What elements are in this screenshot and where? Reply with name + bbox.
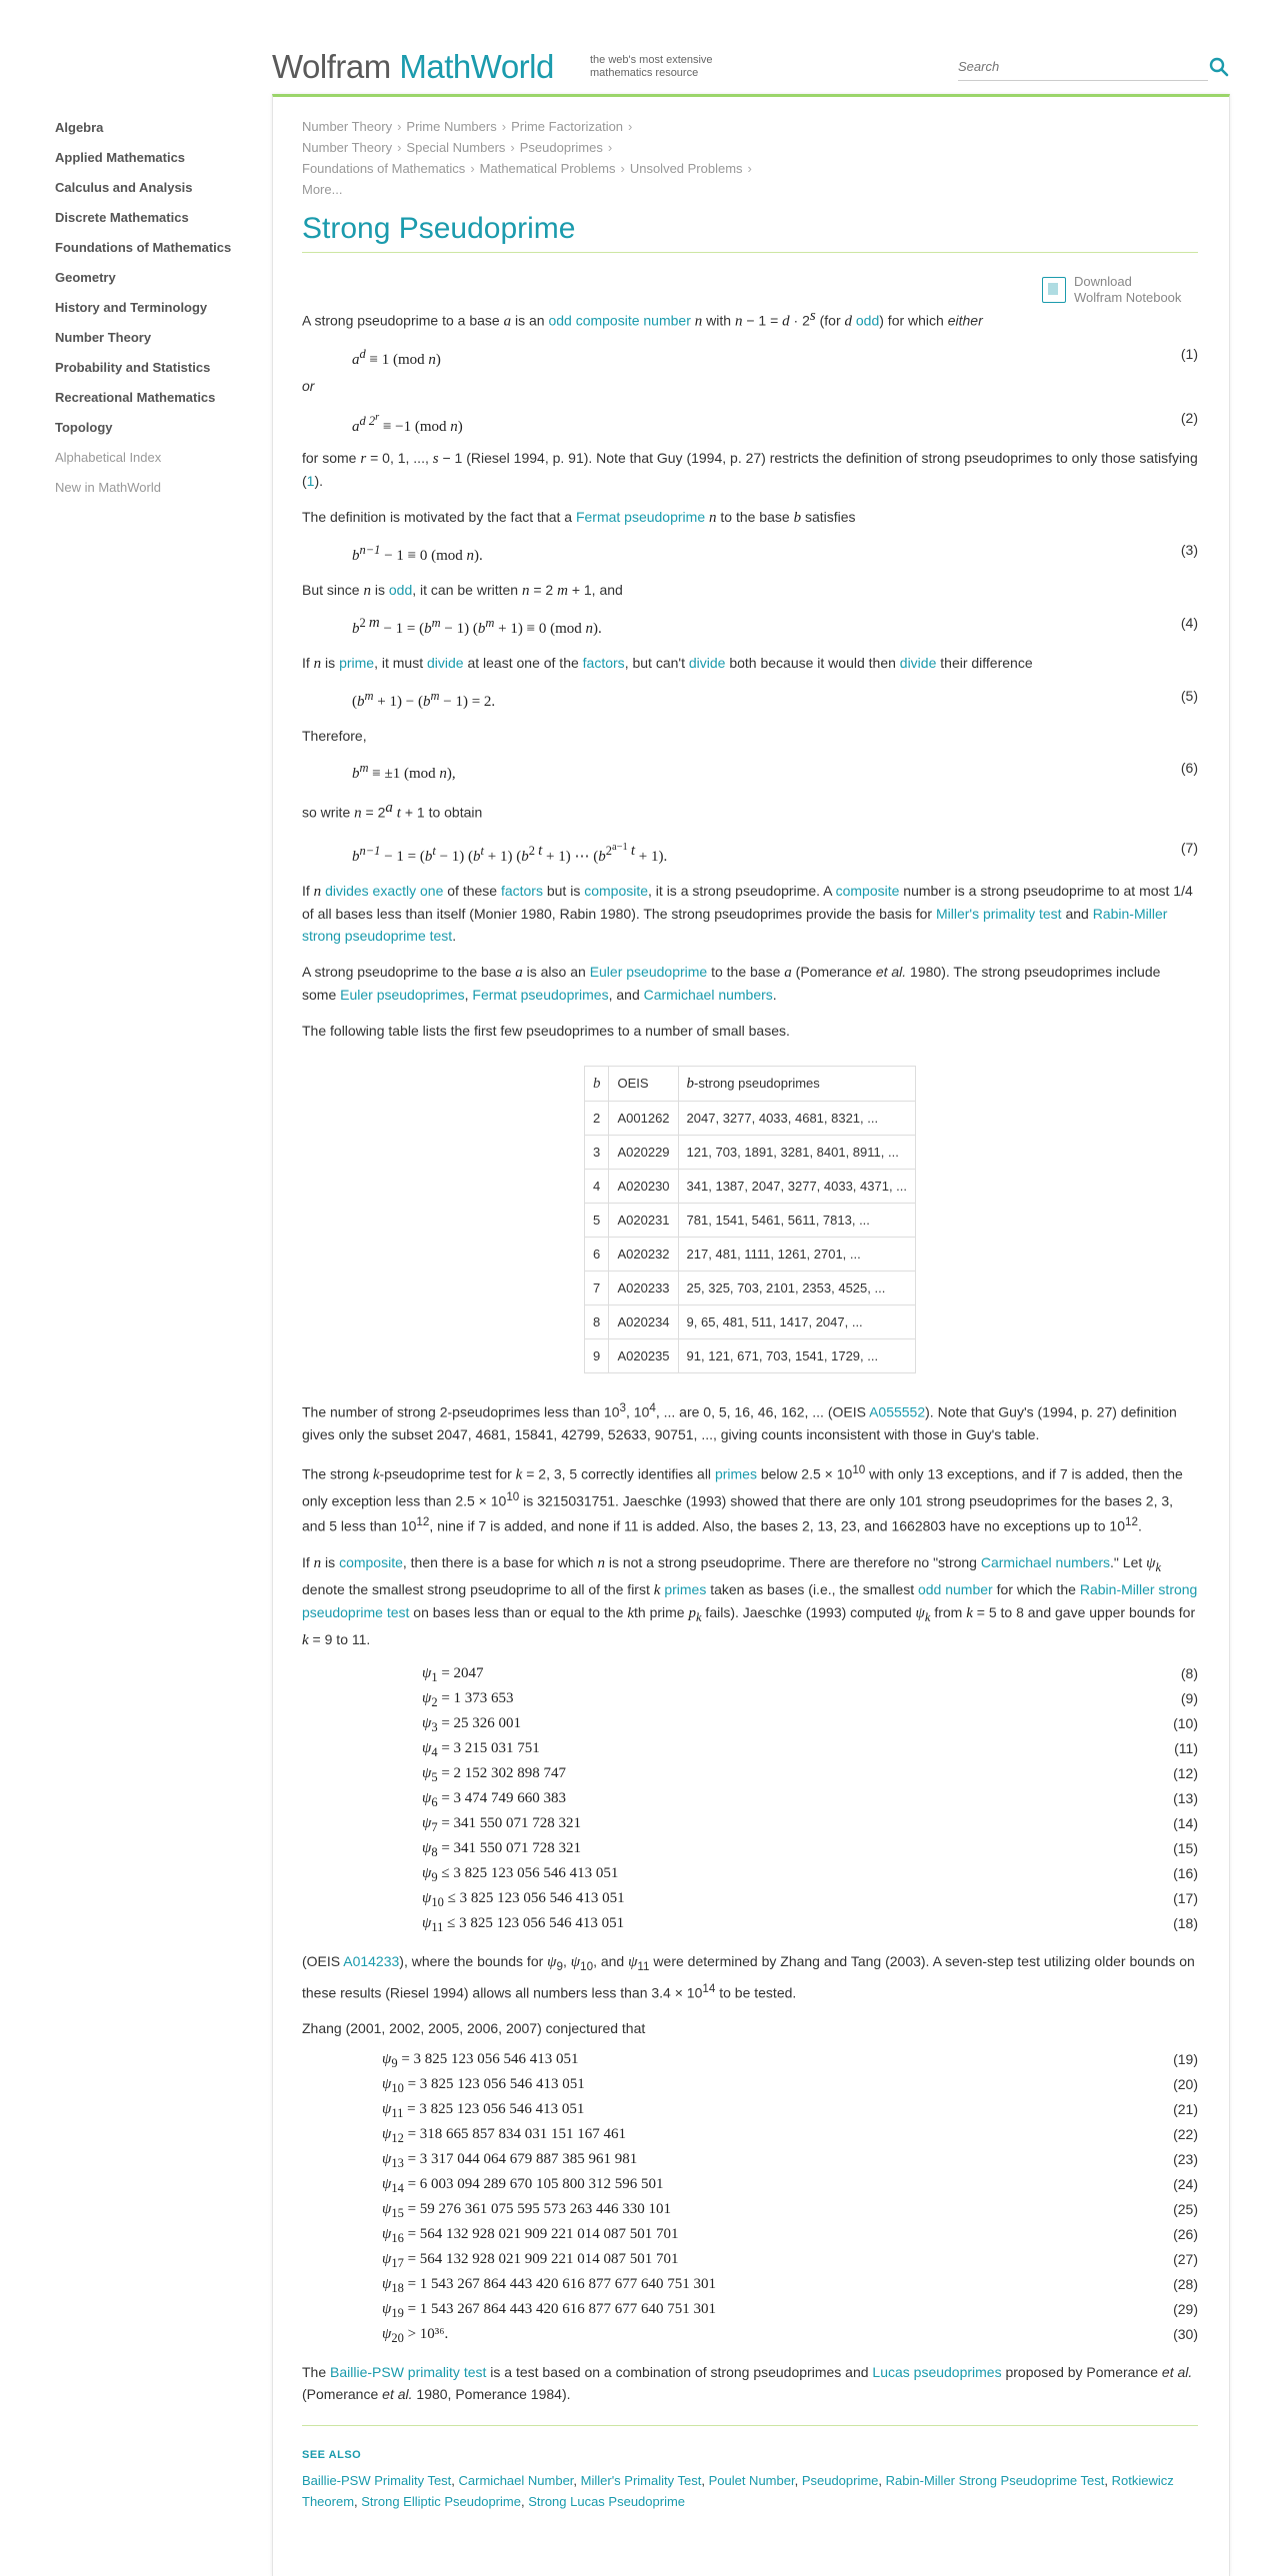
link-rabin-miller-test[interactable]: Rabin-Miller strong pseudoprime test [302,1580,1198,1620]
link-divide[interactable]: divide [688,654,726,671]
table-cell: 91, 121, 671, 703, 1541, 1729, ... [678,1339,915,1373]
table-cell: 341, 1387, 2047, 3277, 4033, 4371, ... [678,1170,915,1204]
logo-wolfram-text: Wolfram [272,48,400,85]
breadcrumb-more-link[interactable]: More... [302,182,343,197]
breadcrumb-link[interactable]: Number Theory [302,119,393,134]
table-cell: 2 [584,1102,609,1136]
wolfram-mathworld-logo[interactable] [272,48,554,86]
equation: $\psi_{13} = 3$ 317 044 064 679 887 385 961 981 (23) [382,2151,1198,2171]
link-a055552[interactable]: A055552 [869,1403,926,1420]
equation: $\psi_{15} = 59$ 276 361 075 595 573 263 446 330 101 (25) [382,2201,1198,2221]
link-a014233[interactable]: A014233 [343,1952,400,1969]
link-odd[interactable]: odd [388,581,413,598]
table-row [584,1339,915,1373]
link-primes[interactable]: primes [714,1465,757,1482]
oeis-link[interactable]: A020234 [609,1305,678,1339]
equation: $\psi_{14} = 6$ 003 094 289 670 105 800 312 596 501 (24) [382,2176,1198,2196]
paragraph: A strong pseudoprime to the base a is also an Euler pseudoprime to the base a (Pomerance et al. 1980). The strong pseudoprimes include some Euler pseudoprimes, Fermat pseudoprimes, and Carmichael numbers. [302,964,1161,1004]
nav-discrete-mathematics[interactable]: Discrete Mathematics [55,210,189,225]
oeis-link[interactable]: A020235 [609,1339,678,1373]
link-euler-pseudoprime[interactable]: Euler pseudoprime [589,964,708,981]
table-row [584,1305,915,1339]
equation: $\psi_7 = 341$ 550 071 728 321 (14) [422,1814,1198,1834]
oeis-link[interactable]: A020232 [609,1238,678,1272]
link-primes[interactable]: primes [664,1580,707,1597]
equation: $\psi_{17} = 564$ 132 928 021 909 221 014 087 501 701 (27) [382,2251,1198,2271]
table-cell: 217, 481, 1111, 1261, 2701, ... [678,1238,915,1272]
see-also-link[interactable]: Pseudoprime [801,2473,879,2489]
see-also-link[interactable]: Baillie-PSW Primality Test [302,2473,452,2489]
equation: $\psi_3 = 25$ 326 001 (10) [422,1714,1198,1734]
link-odd-number[interactable]: odd number [917,1580,993,1597]
nav-applied-mathematics[interactable]: Applied Mathematics [55,150,186,165]
link-baillie-psw-test[interactable]: Baillie-PSW primality test [330,2364,487,2381]
equation-number: (6) [1180,759,1198,776]
link-composite-number[interactable]: composite number [575,312,691,329]
oeis-link[interactable]: A020233 [609,1272,678,1305]
table-cell: 9 [584,1339,609,1373]
see-also-link[interactable]: Carmichael Number [458,2473,574,2489]
link-carmichael-numbers[interactable]: Carmichael numbers [643,987,773,1004]
breadcrumb-row: Number Theory › Prime Numbers › Prime Factorization › [302,119,633,134]
link-composite[interactable]: composite [835,883,900,900]
breadcrumb-link[interactable]: Prime Factorization [511,119,624,134]
equation-number: (3) [1180,541,1198,558]
table-cell: 121, 703, 1891, 3281, 8401, 8911, ... [678,1136,915,1170]
equation: $\psi_{10} = 3$ 825 123 056 546 413 051 (20) [382,2076,1198,2096]
nav-number-theory[interactable]: Number Theory [55,330,152,345]
paragraph: The definition is motivated by the fact that a Fermat pseudoprime n to the base b satisfies [302,508,856,526]
paragraph: The number of strong 2-pseudoprimes less than $10^3$, $10^4$, ... are 0, 5, 16, 46, 162, ... (OEIS A055552). Note that Guy's (1994, p. 27) definition gives only the subset 2047, 4681, 15841, 42799, 52633, 90751, ..., giving counts inconsistent with those in Guy's table. [302,1401,1177,1442]
table-cell: 2047, 3277, 4033, 4681, 8321, ... [678,1102,915,1136]
table-row [584,1170,915,1204]
table-cell: 7 [584,1272,609,1305]
equation: $\psi_{18} = 1$ 543 267 864 443 420 616 877 677 640 751 301 (28) [382,2276,1198,2296]
paragraph: But since n is odd, it can be written n = 2 m + 1, and [302,581,623,599]
paragraph: If n divides exactly one of these factors but is composite, it is a strong pseudoprime. A composite number is a strong pseudoprime to at most 1/4 of all bases less than itself (Monier 1980, Rabin 1980). The strong pseudoprimes provide the basis for Miller's primality test and Rabin-Miller strong pseudoprime test. [302,883,1193,945]
equation: $\psi_{20} > 10^{36}$. (30) [382,2326,1198,2346]
link-odd[interactable]: odd [855,312,880,329]
table-row [584,1102,915,1136]
breadcrumb-link[interactable]: Unsolved Problems [629,161,743,176]
breadcrumb-link[interactable]: Number Theory [302,140,393,155]
breadcrumb-row: Number Theory › Special Numbers › Pseudoprimes › [302,140,613,155]
equation: $\psi_{12} = 318$ 665 857 834 031 151 167 461 (22) [382,2126,1198,2146]
nav-topology[interactable]: Topology [55,420,113,435]
link-millers-primality-test[interactable]: Miller's primality test [935,906,1062,923]
link-factors[interactable]: factors [582,654,625,671]
search-icon[interactable] [1208,56,1230,78]
equation: $a^d \equiv 1$ (mod n) (1) [302,339,1198,369]
paragraph: Zhang (2001, 2002, 2005, 2006, 2007) conjectured that [302,2020,646,2037]
equation: $\psi_{11} \le 3$ 825 123 056 546 413 051 (18) [422,1914,1198,1934]
table-header-row [584,1067,915,1102]
table-row [584,1238,915,1272]
link-factors[interactable]: factors [500,883,543,900]
oeis-link[interactable]: A001262 [609,1102,678,1136]
equation: $\psi_9 \le 3$ 825 123 056 546 413 051 (16) [422,1864,1198,1884]
nav-recreational-mathematics[interactable]: Recreational Mathematics [55,390,216,405]
table-header: b-strong pseudoprimes [678,1067,915,1102]
breadcrumb-row: Foundations of Mathematics › Mathematical Problems › Unsolved Problems › [302,161,752,176]
paragraph: or [302,377,315,394]
link-divides-exactly-one[interactable]: divides exactly one [325,883,444,900]
equation: $\psi_8 = 341$ 550 071 728 321 (15) [422,1839,1198,1859]
table-cell: 25, 325, 703, 2101, 2353, 4525, ... [678,1272,915,1305]
download-notebook-button[interactable] [1042,273,1202,307]
page-title: Strong Pseudoprime [302,218,1198,253]
paragraph: If n is composite, then there is a base for which n is not a strong pseudoprime. There are therefore no "strong Carmichael numbers." Let $\psi_k$ denote the smallest strong pseudoprime to all of the first k primes taken as bases (i.e., the smallest odd number for which the Rabin-Miller strong pseudoprime test on bases less than or equal to the kth prime $p_k$ fails). Jaeschke (1993) computed $\psi_k$ from k = 5 to 8 and gave upper bounds for k = 9 to 11. [302,1553,1198,1648]
link-composite[interactable]: composite [339,1553,403,1570]
equation: $\psi_9 = 3$ 825 123 056 546 413 051 (19) [382,2051,1198,2071]
link-divide[interactable]: divide [899,654,937,671]
site-header [272,44,1230,92]
left-navigation [55,117,265,507]
breadcrumb-link[interactable]: Pseudoprimes [519,140,603,155]
breadcrumb-link[interactable]: Special Numbers [406,140,506,155]
link-rabin-miller-test[interactable]: Rabin-Miller strong pseudoprime test [302,906,1168,945]
breadcrumb-link[interactable]: Mathematical Problems [479,161,616,176]
oeis-link[interactable]: A020229 [609,1136,678,1170]
see-also-link[interactable]: Strong Lucas Pseudoprime [528,2494,686,2510]
link-fermat-pseudoprimes[interactable]: Fermat pseudoprimes [472,987,609,1004]
see-also-link[interactable]: Rotkiewicz Theorem [302,2473,1174,2510]
link-euler-pseudoprimes[interactable]: Euler pseudoprimes [340,987,465,1004]
link-eq1[interactable]: 1 [306,472,315,489]
paragraph: A strong pseudoprime to a base a is an odd composite number n with $n - 1 = d \cdot 2^s$ (for d odd) for which either [302,308,983,330]
nav-geometry[interactable]: Geometry [55,270,116,285]
search-box [958,58,1208,81]
table-row [584,1272,915,1305]
site-tagline: the web's most extensive mathematics resource [590,54,713,79]
table-cell: 781, 1541, 5461, 5611, 7813, ... [678,1204,915,1238]
table-row [584,1136,915,1170]
nav-probability-and-statistics[interactable]: Probability and Statistics [55,360,211,375]
equation: $\psi_2 = 1$ 373 653 (9) [422,1689,1198,1709]
link-divide[interactable]: divide [426,654,464,671]
equation: $\psi_{19} = 1$ 543 267 864 443 420 616 877 677 640 751 301 (29) [382,2301,1198,2321]
search-input[interactable] [958,59,1188,74]
nav-history-and-terminology[interactable]: History and Terminology [55,300,208,315]
paragraph: If n is prime, it must divide at least one of the factors, but can't divide both because it would then divide their difference [302,654,1033,672]
equation-number: (5) [1180,687,1198,704]
equation: $\psi_5 = 2$ 152 302 898 747 (12) [422,1764,1198,1784]
paragraph: Therefore, [302,727,367,744]
see-also-link[interactable]: Miller's Primality Test [580,2473,702,2489]
pseudoprime-table [584,1066,916,1373]
table-cell: 8 [584,1305,609,1339]
equation: $\psi_{11} = 3$ 825 123 056 546 413 051 (21) [382,2101,1198,2121]
oeis-link[interactable]: A020231 [609,1204,678,1238]
see-also-links: Baillie-PSW Primality Test, Carmichael Number, Miller's Primality Test, Poulet Number, Pseudoprime, Rabin-Miller Strong Pseudoprime Test, Rotkiewicz Theorem, Strong Elliptic Pseudoprime, Strong Lucas Pseudoprime [302,2473,1174,2510]
breadcrumb-row [302,179,1198,200]
nav-alphabetical-index[interactable]: Alphabetical Index [55,450,162,465]
link-prime[interactable]: prime [339,654,375,671]
equation: $\psi_1 = 2047$ (8) [422,1664,1198,1684]
notebook-icon [1042,277,1066,303]
equation: $b^{n-1} - 1 = (b^t - 1) (b^t + 1) (b^{2 t} + 1)$ ⋯ $(b^{2^{a-1} t} + 1)$. (7) [302,830,1198,866]
link-carmichael-numbers[interactable]: Carmichael numbers [980,1553,1111,1570]
equation: $(b^m + 1) - (b^m - 1) = 2$. (5) [302,681,1198,711]
equation: $b^{2 m} - 1 = (b^m - 1) (b^m + 1) \equiv 0$ (mod n). (4) [302,608,1198,638]
link-odd[interactable]: odd [548,312,572,329]
logo-mathworld-text: MathWorld [399,48,554,85]
equation: $\psi_{16} = 564$ 132 928 021 909 221 014 087 501 701 (26) [382,2226,1198,2246]
link-composite[interactable]: composite [584,883,649,900]
paragraph: The strong k-pseudoprime test for k = 2, 3, 5 correctly identifies all primes below $2.5 \times 10^{10}$ with only 13 exceptions, and if 7 is added, then the only exception less than $2.5 \times 10^{10}$ is 3215031751. Jaeschke (1993) showed that there are only 101 strong pseudoprimes for the bases 2, 3, and 5 less than $10^{12}$, nine if 7 is added, and none if 11 is added. Also, the bases 2, 13, 23, and 1662803 have no exceptions up to $10^{12}$. [302,1462,1183,1534]
table-cell: 5 [584,1204,609,1238]
see-also-heading: SEE ALSO [302,2449,362,2462]
nav-calculus-and-analysis[interactable]: Calculus and Analysis [55,180,193,195]
psi-values-list [302,1661,1198,1936]
oeis-link[interactable]: A020230 [609,1170,678,1204]
equation: $\psi_{10} \le 3$ 825 123 056 546 413 051 (17) [422,1889,1198,1909]
equation: $b^m \equiv \pm 1$ (mod n), (6) [302,753,1198,783]
equation: $\psi_6 = 3$ 474 749 660 383 (13) [422,1789,1198,1809]
download-label: Download [1074,274,1132,289]
table-header: b [584,1067,609,1102]
equation: $\psi_4 = 3$ 215 031 751 (11) [422,1739,1198,1759]
see-also-link[interactable]: Strong Elliptic Pseudoprime [361,2494,521,2510]
nav-algebra[interactable]: Algebra [55,120,104,135]
breadcrumb-link[interactable]: Foundations of Mathematics [302,161,466,176]
equation-number: (2) [1180,409,1198,426]
table-cell: 9, 65, 481, 511, 1417, 2047, ... [678,1305,915,1339]
see-also-link[interactable]: Poulet Number [708,2473,795,2489]
see-also-link[interactable]: Rabin-Miller Strong Pseudoprime Test [885,2473,1105,2489]
breadcrumb-link[interactable]: Prime Numbers [406,119,497,134]
equation-number: (1) [1180,345,1198,362]
link-lucas-pseudoprimes[interactable]: Lucas pseudoprimes [872,2364,1002,2381]
table-cell: 6 [584,1238,609,1272]
article-content [302,116,1198,2512]
psi-conjecture-list [302,2047,1198,2347]
nav-foundations-of-mathematics[interactable]: Foundations of Mathematics [55,240,232,255]
equation: $b^{n-1} - 1 \equiv 0$ (mod n). (3) [302,535,1198,565]
table-cell: 3 [584,1136,609,1170]
equation-number: (7) [1180,840,1198,857]
paragraph: so write $n = 2^a$ t + 1 to obtain [302,799,483,822]
table-row [584,1204,915,1238]
section-divider [302,2425,1198,2426]
paragraph: The following table lists the first few pseudoprimes to a number of small bases. [302,1023,790,1040]
paragraph: for some r = 0, 1, ..., s − 1 (Riesel 1994, p. 91). Note that Guy (1994, p. 27) restricts the definition of strong pseudoprimes to only those satisfying (1). [302,449,1198,489]
download-sublabel: Wolfram Notebook [1074,290,1182,305]
paragraph: (OEIS A014233), where the bounds for $\psi_9$, $\psi_{10}$, and $\psi_{11}$ were determined by Zhang and Tang (2003). A seven-step test utilizing older bounds on these results (Riesel 1994) allows all numbers less than $3.4 \times 10^{14}$ to be tested. [302,1952,1195,2001]
nav-new-in-mathworld[interactable]: New in MathWorld [55,480,161,495]
equation: $a^{d 2^r} \equiv -1$ (mod n) (2) [302,403,1198,433]
link-fermat-pseudoprime[interactable]: Fermat pseudoprime [575,508,706,525]
table-cell: 4 [584,1170,609,1204]
table-header: OEIS [609,1067,678,1102]
breadcrumb [302,116,1198,200]
paragraph: The Baillie-PSW primality test is a test based on a combination of strong pseudoprimes and Lucas pseudoprimes proposed by Pomerance et al. (Pomerance et al. 1980, Pomerance 1984). [302,2364,1193,2403]
equation-number: (4) [1180,614,1198,631]
